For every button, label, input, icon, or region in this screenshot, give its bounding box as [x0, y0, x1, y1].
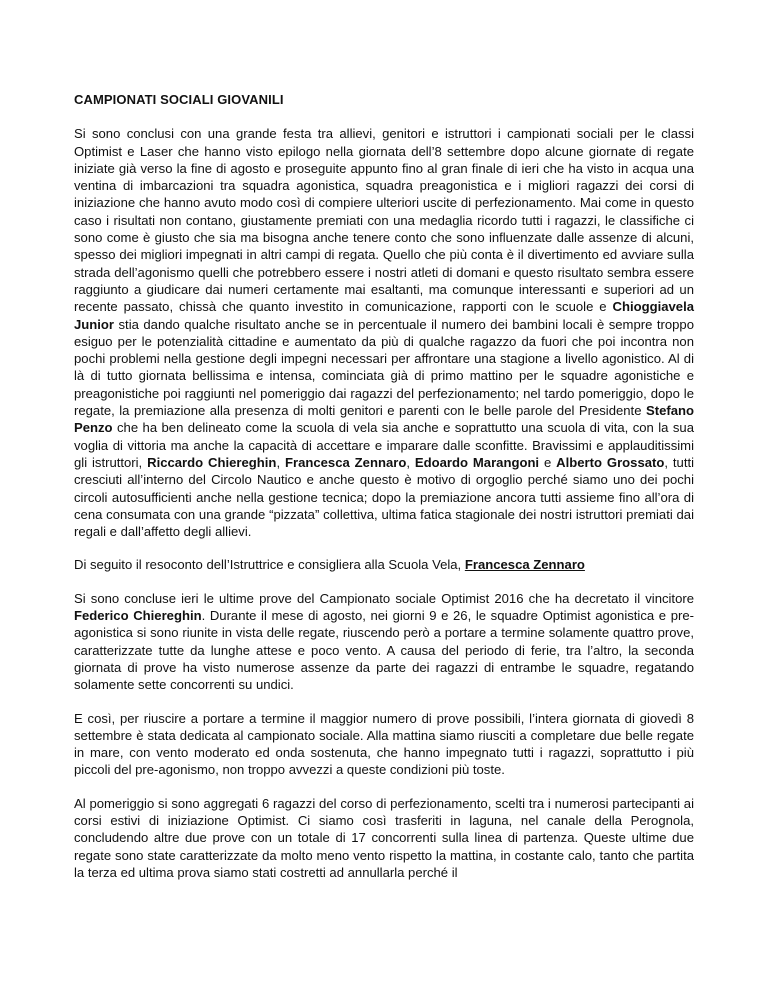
name-stefano-penzo: Stefano Penzo [74, 403, 694, 436]
document-title: CAMPIONATI SOCIALI GIOVANILI [74, 92, 284, 107]
paragraph-1-text: , tutti cresciuti all’interno del Circolo Nautico e anche questo è motivo di orgoglio perché siamo uno dei pochi circoli autosufficienti anche nella gestione tecnica; dopo la premiazione ancora tutti assieme fino all’ora di cena consumata con una grande “pizzata” collettiva, ultima fatica stagionale dei nostri istruttori premiati dai regali e dall’affetto degli allievi. [74, 454, 695, 540]
paragraph-3 [74, 590, 694, 694]
paragraph-3-text: . Durante il mese di agosto, nei giorni 9 e 26, le squadre Optimist agonistica e pre-agonistica si sono riunite in vista delle regate, riuscendo però a portare a termine solamente quattro prove, caratterizzate tutte da lunghe attese e poco vento. A causa del periodo di ferie, tra l’altro, la seconda giornata di prove ha visto numerose assenze da parte dei ragazzi di entrambe le squadre, regatando solamente sette concorrenti su undici. [74, 608, 694, 693]
name-chioggiavela-junior: Chioggiavela Junior [74, 299, 694, 332]
name-alberto-grossato: Alberto Grossato [556, 454, 665, 470]
paragraph-5 [74, 795, 694, 881]
paragraph-1-text: stia dando qualche risultato anche se in percentuale il numero dei bambini locali è sempre troppo esiguo per le potenzialità cittadine e aumentato da più di qualche ragazzo da fuori che poi incontra non pochi problemi nella gestione degli impegni necessari per affrontare una stagione a livello agonistico. Al di là di tutto giornata bellissima e intensa, cominciata già di primo mattino per le squadre agonistiche e preagonistiche poi raggiunti nel pomeriggio dai ragazzi del perfezionamento; nel tardo pomeriggio, dopo le regate, la premiazione alla presenza di molti genitori e parenti con le belle parole del Presidente [74, 316, 694, 419]
paragraph-3-text: Si sono concluse ieri le ultime prove del Campionato sociale Optimist 2016 che ha decretato il vincitore [74, 590, 694, 606]
paragraph-1-text: , [276, 454, 285, 470]
document-page [74, 91, 694, 897]
paragraph-2-text: Di seguito il resoconto dell’Istruttrice e consigliera alla Scuola Vela, [74, 557, 465, 573]
paragraph-4-text: E così, per riuscire a portare a termine il maggior numero di prove possibili, l’intera giornata di giovedì 8 settembre è stata dedicata al campionato sociale. Alla mattina siamo riusciti a completare due belle regate in mare, con vento moderato ed onda sostenuta, che hanno impegnato tutti i ragazzi, soprattutto i più piccoli del pre-agonismo, non troppo avvezzi a queste condizioni più toste. [74, 710, 694, 778]
paragraph-1-text: , [406, 454, 415, 470]
paragraph-1-text: e [539, 454, 557, 470]
paragraph-5-text: Al pomeriggio si sono aggregati 6 ragazzi del corso di perfezionamento, scelti tra i numerosi partecipanti ai corsi estivi di iniziazione Optimist. Ci siamo così trasferiti in laguna, nel canale della Perognola, concludendo altre due prove con un totale di 17 concorrenti sulla linea di partenza. Queste ultime due regate sono state caratterizzate da molto meno vento rispetto la mattina, in costante calo, tanto che partita la terza ed ultima prova siamo stati costretti ad annullarla perché il [74, 795, 694, 880]
name-riccardo-chiereghin: Riccardo Chiereghin [147, 454, 277, 470]
name-francesca-zennaro: Francesca Zennaro [284, 454, 407, 470]
name-francesca-zennaro-underlined: Francesca Zennaro [464, 557, 585, 573]
paragraph-1-text: che ha ben delineato come la scuola di vela sia anche e soprattutto una scuola di vita, con la sua voglia di vittoria ma anche la capacità di accettare e imparare dalle sconfitte. Bravissimi e applauditissimi gli istruttori, [74, 420, 694, 470]
paragraph-4 [74, 710, 694, 779]
paragraph-1-text: Si sono conclusi con una grande festa tra allievi, genitori e istruttori i campionati sociali per le classi Optimist e Laser che hanno visto epilogo nella giornata dell’8 settembre dopo alcune giornate di regate iniziate già verso la fine di agosto e proseguite appunto fino al gran finale di ieri che ha visto in acqua una ventina di imbarcazioni tra squadra agonistica, squadra preagonistica e i migliori ragazzi dei corsi di iniziazione che hanno avuto modo così di compiere ulteriori uscite di perfezionamento. Mai come in questo caso i risultati non contano, giustamente premiati con una medaglia ricordo tutti i ragazzi, le classifiche ci sono come è giusto che sia ma bisogna anche tenere conto che sono influenzate dalle assenze di alcuni, spesso dei migliori impegnati in altri campi di regata. Quello che più conta è il divertimento ed avviare sulla strada dell’agonismo quelli che potrebbero essere i nostri atleti di domani e questo risultato sembra essere raggiunto a giudicare dai numeri certamente mai esaltanti, ma comunque interessanti e superiori ad un recente passato, chissà che quanto investito in comunicazione, rapporti con le scuole e [74, 126, 694, 315]
paragraph-2 [74, 556, 694, 573]
name-edoardo-marangoni: Edoardo Marangoni [414, 454, 540, 470]
paragraph-1 [74, 125, 694, 540]
name-federico-chiereghin: Federico Chiereghin [74, 608, 202, 624]
